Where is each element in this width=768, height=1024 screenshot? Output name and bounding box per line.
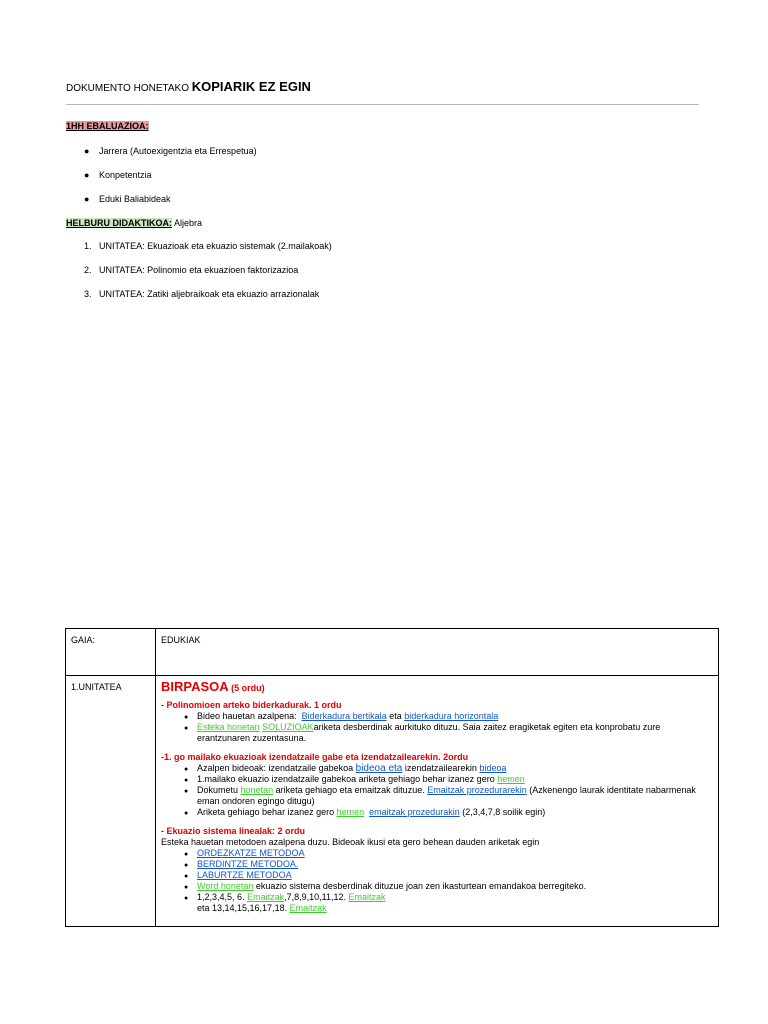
- goal-label: HELBURU DIDAKTIKOA:: [66, 218, 172, 228]
- substitution-method-link[interactable]: ORDEZKATZE METODOA: [197, 848, 305, 858]
- content-cell: [156, 676, 719, 927]
- table-header-row: [66, 629, 719, 676]
- equalization-method-link[interactable]: BERDINTZE METODOA.: [197, 859, 299, 869]
- unit-cell: 1.UNITATEA: [66, 676, 156, 927]
- video-link[interactable]: bideoa: [479, 763, 507, 773]
- horizontal-divider: [66, 104, 699, 105]
- list-item: ● Bideo hauetan azalpena: Biderkadura bertikala eta biderkadura horizontala: [197, 711, 713, 722]
- evaluation-item: ● Konpetentzia: [84, 170, 152, 180]
- evaluation-heading: 1HH EBALUAZIOA:: [66, 121, 149, 131]
- section-heading: -1. go mailako ekuazioak izendatzaile gabe eta izendatzailearekin. 2ordu: [161, 752, 469, 762]
- gaia-header: GAIA:: [66, 629, 156, 676]
- unit-item: 2. UNITATEA: Polinomio eta ekuazioen faktorizazioa: [84, 265, 299, 275]
- document-header: [66, 79, 311, 94]
- word-document-link[interactable]: Word honetan: [197, 881, 254, 891]
- video-link[interactable]: bideoa eta: [355, 763, 403, 774]
- horizontal-multiplication-link[interactable]: biderkadura horizontala: [404, 711, 499, 721]
- list-item: ● Azalpen bideoak: izendatzaile gabekoa bideoa eta izendatzailearekin bideoa: [197, 763, 713, 774]
- list-item: [197, 848, 713, 859]
- list-item: ● Word honetan ekuazio sistema desberdinak dituzue joan zen ikasturtean emandakoa berregiteko.: [197, 881, 713, 892]
- results-procedure-link[interactable]: Emaitzak prozedurarekin: [427, 785, 527, 795]
- more-exercises-link[interactable]: hemen: [336, 807, 365, 817]
- results-link[interactable]: Emaitzak: [247, 892, 285, 902]
- header-warning: KOPIARIK EZ EGIN: [191, 79, 311, 94]
- bullet-icon: ●: [84, 170, 90, 180]
- section-heading: - Ekuazio sistema linealak: 2 ordu: [161, 826, 306, 836]
- goal-value: Aljebra: [174, 218, 203, 228]
- results-procedure-link[interactable]: emaitzak prozedurakin: [369, 807, 460, 817]
- vertical-multiplication-link[interactable]: Biderkadura bertikala: [301, 711, 387, 721]
- exercises-link[interactable]: Esteka honetan: [197, 722, 260, 732]
- section-heading: - Polinomioen arteko biderkadurak. 1 ordu: [161, 700, 342, 710]
- list-item: ● Dokumetu honetan ariketa gehiago eta emaitzak dituzue. Emaitzak prozedurarekin (Azkenengo laurak identitate nabarmenak eman ondoren egingo ditugu): [197, 785, 713, 807]
- content-table: [65, 628, 719, 927]
- bullet-icon: ●: [84, 194, 90, 204]
- section-title: BIRPASOA (5 ordu): [161, 679, 265, 694]
- list-item: [197, 870, 713, 881]
- bullet-icon: ●: [84, 146, 90, 156]
- unit-item: 1. UNITATEA: Ekuazioak eta ekuazio sistemak (2.mailakoak): [84, 241, 332, 251]
- evaluation-item: ● Eduki Baliabideak: [84, 194, 171, 204]
- header-prefix: DOKUMENTO HONETAKO: [66, 83, 189, 94]
- document-link[interactable]: honetan: [240, 785, 274, 795]
- reduction-method-link[interactable]: LABURTZE METODOA: [197, 870, 292, 880]
- list-item: ● 1.mailako ekuazio izendatzaile gabekoa ariketa gehiago behar izanez gero hemen: [197, 774, 713, 785]
- list-item: [197, 859, 713, 870]
- edukiak-header: EDUKIAK: [156, 629, 719, 676]
- evaluation-item: ● Jarrera (Autoexigentzia eta Errespetua): [84, 146, 257, 156]
- results-link[interactable]: Emaitzak: [289, 903, 327, 913]
- list-item: ● Ariketa gehiago behar izanez gero hemen emaitzak prozedurakin (2,3,4,7,8 soilik egin): [197, 807, 713, 818]
- results-link[interactable]: Emaitzak: [348, 892, 386, 902]
- more-exercises-link[interactable]: hemen: [497, 774, 525, 784]
- table-row: [66, 676, 719, 927]
- list-item: ● 1,2,3,4,5, 6. Emaitzak,7,8,9,10,11,12. Emaitzak eta 13,14,15,16,17,18. Emaitzak: [197, 892, 713, 914]
- didactic-goal: [66, 218, 202, 228]
- solutions-link[interactable]: SOLUZIOAK: [262, 722, 314, 732]
- unit-item: 3. UNITATEA: Zatiki aljebraikoak eta ekuazio arrazionalak: [84, 289, 320, 299]
- section-intro: Esteka hauetan metodoen azalpena duzu. Bideoak ikusi eta gero behean dauden ariketak egin: [161, 837, 540, 847]
- list-item: ● Esteka honetan SOLUZIOAKariketa desberdinak aurkituko dituzu. Saia zaitez eragiketak egiten eta konprobatu zure erantzunaren zuzentasuna.: [197, 722, 713, 744]
